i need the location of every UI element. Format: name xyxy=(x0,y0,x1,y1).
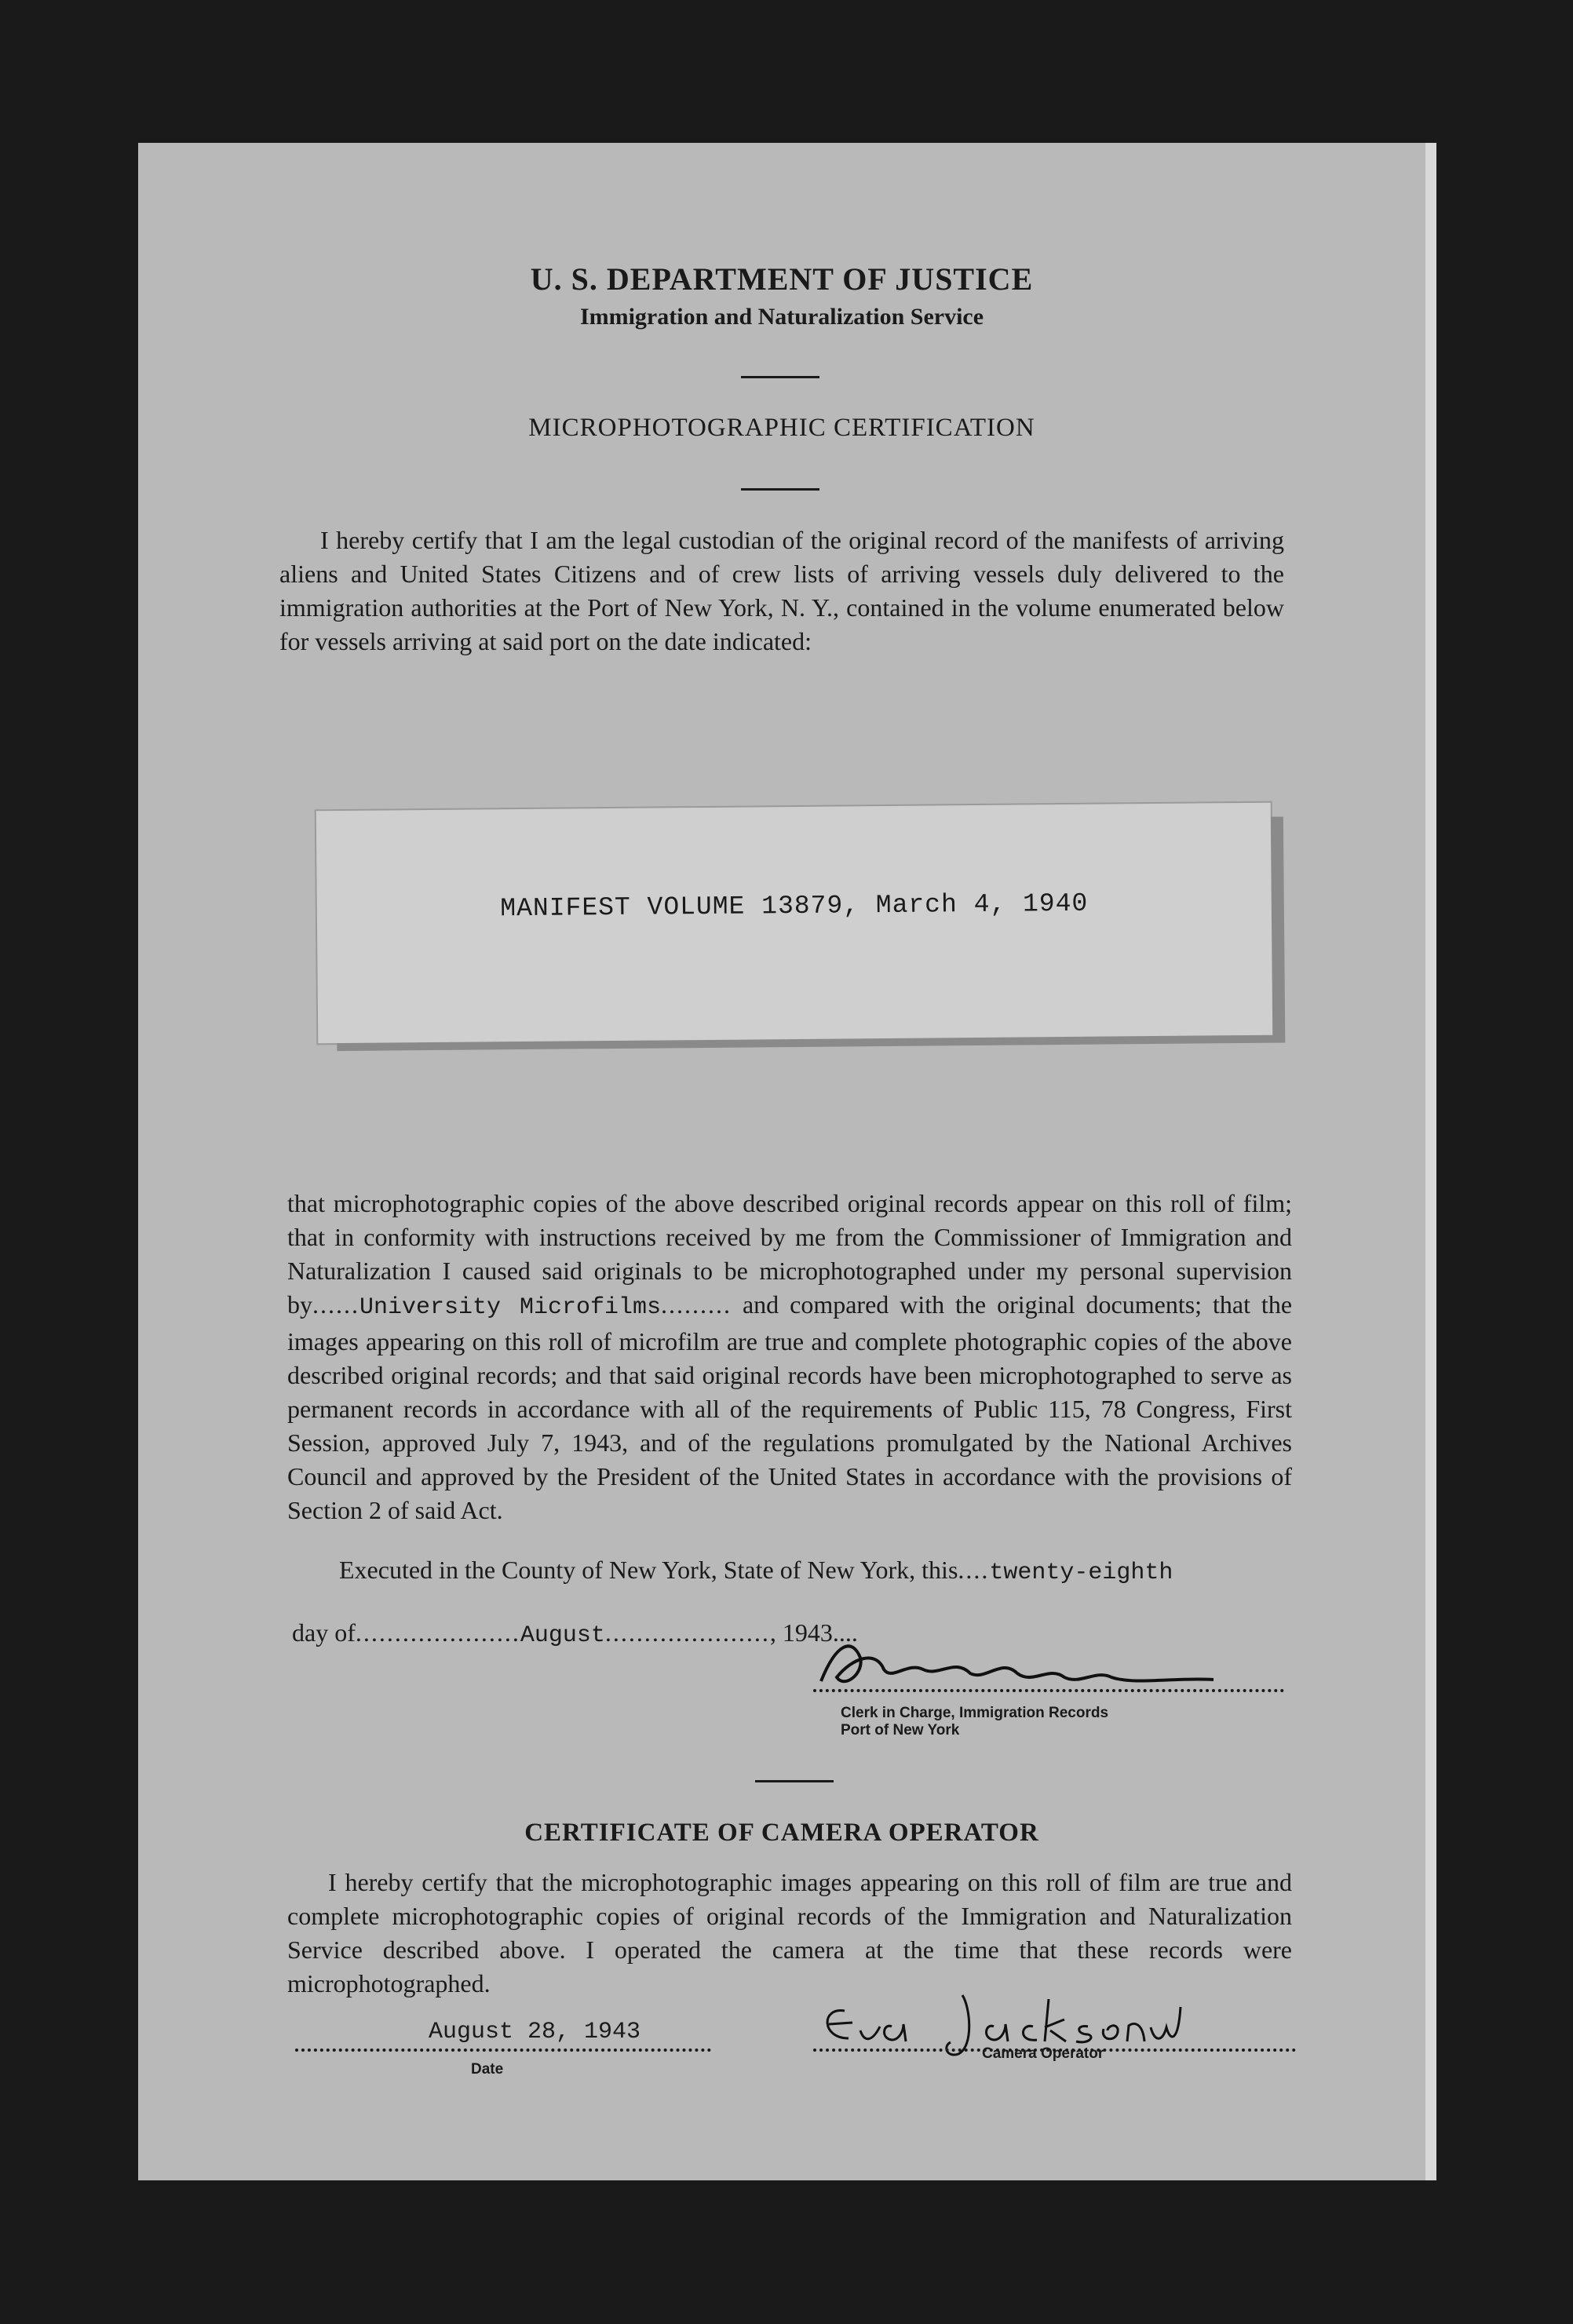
page-edge xyxy=(1425,143,1436,2180)
camera-certificate-title: CERTIFICATE OF CAMERA OPERATOR xyxy=(524,1819,1039,1847)
camera-operator-label: Camera Operator xyxy=(982,2045,1104,2062)
certificate-page xyxy=(138,143,1425,2180)
execution-month: August xyxy=(520,1622,605,1649)
clerk-signature-line xyxy=(813,1689,1284,1692)
day-of-line: day of.....................August....................., 1943.... xyxy=(292,1618,858,1649)
certification-body: that microphotographic copies of the above described original records appear on this roll of film; that in conformity with instructions received by me from the Commissioner of Immigration and Naturalization I caused said originals to be microphotographed under my personal supervision by......University Microfilms......... and compared with the original documents; that the images appearing on this roll of microfilm are true and complete photographic copies of the above described original records; and that said original records have been microphotographed to serve as permanent records in accordance with all of the requirements of Public 115, 78 Congress, First Session, approved July 7, 1943, and of the regulations promulgated by the National Archives Council and approved by the President of the United States in accordance with the provisions of Section 2 of said Act. xyxy=(287,1189,1293,1524)
divider-rule xyxy=(741,376,819,378)
date-line xyxy=(295,2049,711,2052)
divider-rule xyxy=(755,1780,834,1782)
clerk-port: Port of New York xyxy=(841,1722,960,1738)
service-subheading: Immigration and Naturalization Service xyxy=(579,304,984,330)
execution-year: , 1943.... xyxy=(769,1618,858,1647)
body-part-1: that microphotographic copies of the above described original records appear on this roll of film; that in conformity with instructions received by me from the Commissioner of Immigration and Naturalization I caused said originals to be microphotographed under my personal supervision by xyxy=(287,1189,1292,1319)
camera-certificate-paragraph: I hereby certify that the microphotographic images appearing on this roll of film are true and complete microphotographic copies of original records of the Immigration and Naturalization Service described above. I operated the camera at the time that these records were microphotographed. xyxy=(287,1868,1292,1997)
day-of-label: day of xyxy=(292,1618,356,1647)
execution-line: Executed in the County of New York, State of New York, this....twenty-eighth xyxy=(339,1556,1173,1586)
divider-rule xyxy=(741,488,819,491)
execution-day: twenty-eighth xyxy=(989,1560,1173,1586)
department-heading: U. S. DEPARTMENT OF JUSTICE xyxy=(530,261,1034,297)
manifest-slip xyxy=(316,803,1273,1044)
execution-prefix: Executed in the County of New York, State of New York, this xyxy=(339,1556,958,1584)
date-label: Date xyxy=(471,2061,504,2078)
manifest-volume-text: MANIFEST VOLUME 13879, March 4, 1940 xyxy=(500,888,1089,924)
camera-date-value: August 28, 1943 xyxy=(429,2019,641,2045)
certification-title: MICROPHOTOGRAPHIC CERTIFICATION xyxy=(528,414,1035,442)
clerk-signature xyxy=(805,1634,1229,1705)
intro-paragraph: I hereby certify that I am the legal custodian of the original record of the manifests of arriving aliens and United States Citizens and of crew lists of arriving vessels duly delivered to the immigration authorities at the Port of New York, N. Y., contained in the volume enumerated below for vessels arriving at said port on the date indicated: xyxy=(279,526,1284,655)
supervisor-name: University Microfilms xyxy=(359,1294,662,1321)
clerk-title: Clerk in Charge, Immigration Records xyxy=(841,1705,1109,1721)
body-part-2: and compared with the original documents; that the images appearing on this roll of microfilm are true and complete photographic copies of the above described original records; and that said original records have been microphotographed to serve as permanent records in accordance with all of the requirements of Public 115, 78 Congress, First Session, approved July 7, 1943, and of the regulations promulgated by the National Archives Council and approved by the President of the United States in accordance with the provisions of Section 2 of said Act. xyxy=(287,1290,1293,1524)
